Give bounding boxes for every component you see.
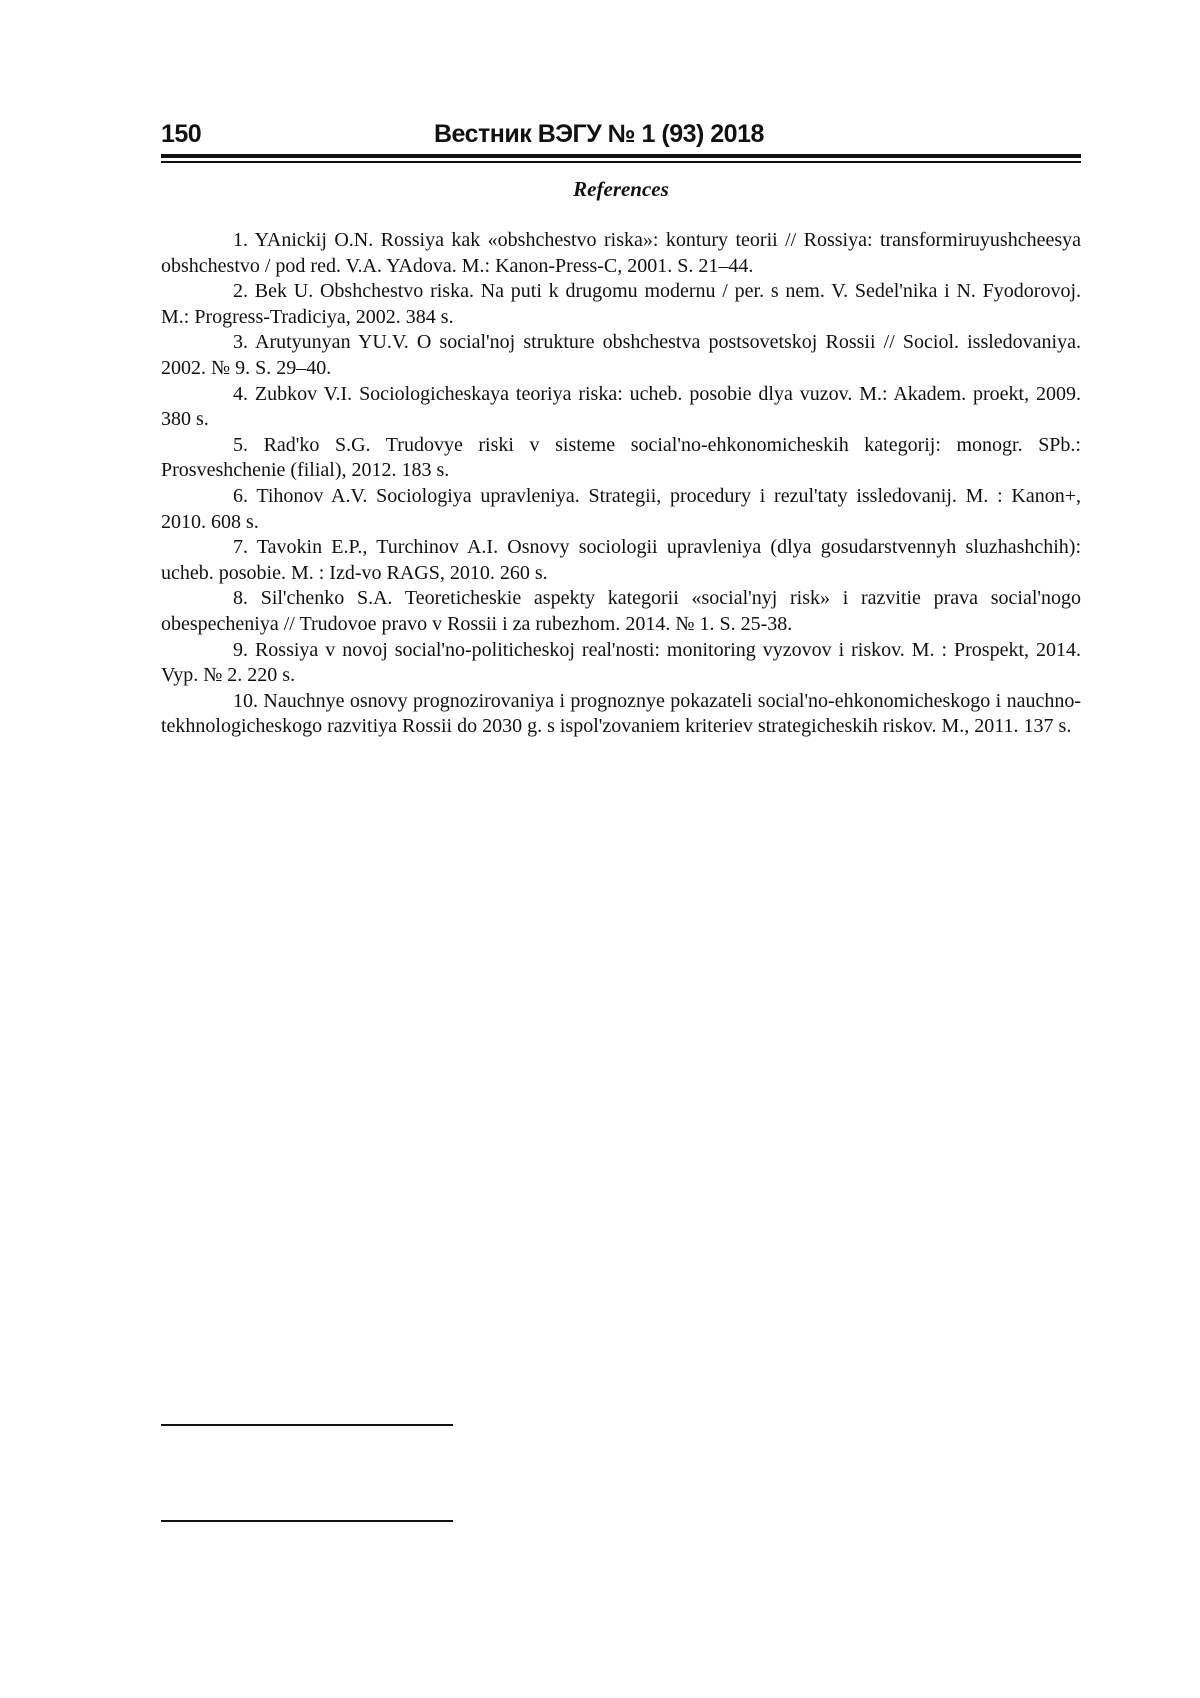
reference-item-1: 1. YAnickij O.N. Rossiya kak «obshchestvo riska»: kontury teorii // Rossiya: transformiruyushcheesya obshchestvo / pod red. V.A. YAdova. M.: Kanon-Press-C, 2001. S. 21–44. <box>161 229 1081 277</box>
footnote-separator-1 <box>161 1424 453 1426</box>
reference-item-6: 6. Tihonov A.V. Sociologiya upravleniya. Strategii, procedury i rezul'taty issledovanij. M. : Kanon+, 2010. 608 s. <box>161 484 1081 533</box>
reference-item-5: 5. Rad'ko S.G. Trudovye riski v sisteme social'no-ehkonomicheskih kategorij: monogr. SPb.: Prosveshchenie (filial), 2012. 183 s. <box>161 433 1081 482</box>
references-heading: References <box>573 177 669 201</box>
page-number: 150 <box>161 120 202 148</box>
reference-item-10: 10. Nauchnye osnovy prognozirovaniya i prognoznye pokazateli social'no-ehkonomicheskogo i nauchno-tekhnologicheskogo razvitiya Rossii do 2030 g. s ispol'zovaniem kriteriev strategicheskih riskov. M., 2011. 137 s. <box>161 689 1081 738</box>
reference-item-7: 7. Tavokin E.P., Turchinov A.I. Osnovy sociologii upravleniya (dlya gosudarstvennyh sluzhashchih): ucheb. posobie. M. : Izd-vo RAGS, 2010. 260 s. <box>161 536 1081 584</box>
reference-item-2: 2. Bek U. Obshchestvo riska. Na puti k drugomu modernu / per. s nem. V. Sedel'nika i N. Fyodorovoj. M.: Progress-Tradiciya, 2002. 384 s. <box>161 280 1081 328</box>
page-header <box>161 114 1081 154</box>
reference-item-4: 4. Zubkov V.I. Sociologicheskaya teoriya riska: ucheb. posobie dlya vuzov. M.: Akadem. proekt, 2009. 380 s. <box>161 382 1081 431</box>
header-rule-thick <box>161 154 1081 158</box>
reference-item-8: 8. Sil'chenko S.A. Teoreticheskie aspekty kategorii «social'nyj risk» i razvitie prava social'nogo obespecheniya // Trudovoe pravo v Rossii i za rubezhom. 2014. № 1. S. 25-38. <box>161 587 1081 635</box>
reference-item-9: 9. Rossiya v novoj social'no-politicheskoj real'nosti: monitoring vyzovov i riskov. M. : Prospekt, 2014. Vyp. № 2. 220 s. <box>161 638 1081 687</box>
footnote-separator-2 <box>161 1520 453 1522</box>
references-list <box>161 228 1081 740</box>
reference-item-3: 3. Arutyunyan YU.V. O social'noj strukture obshchestva postsovetskoj Rossii // Sociol. issledovaniya. 2002. № 9. S. 29–40. <box>161 331 1081 379</box>
header-rule-thin <box>161 161 1081 163</box>
journal-title: Вестник ВЭГУ № 1 (93) 2018 <box>434 120 764 148</box>
